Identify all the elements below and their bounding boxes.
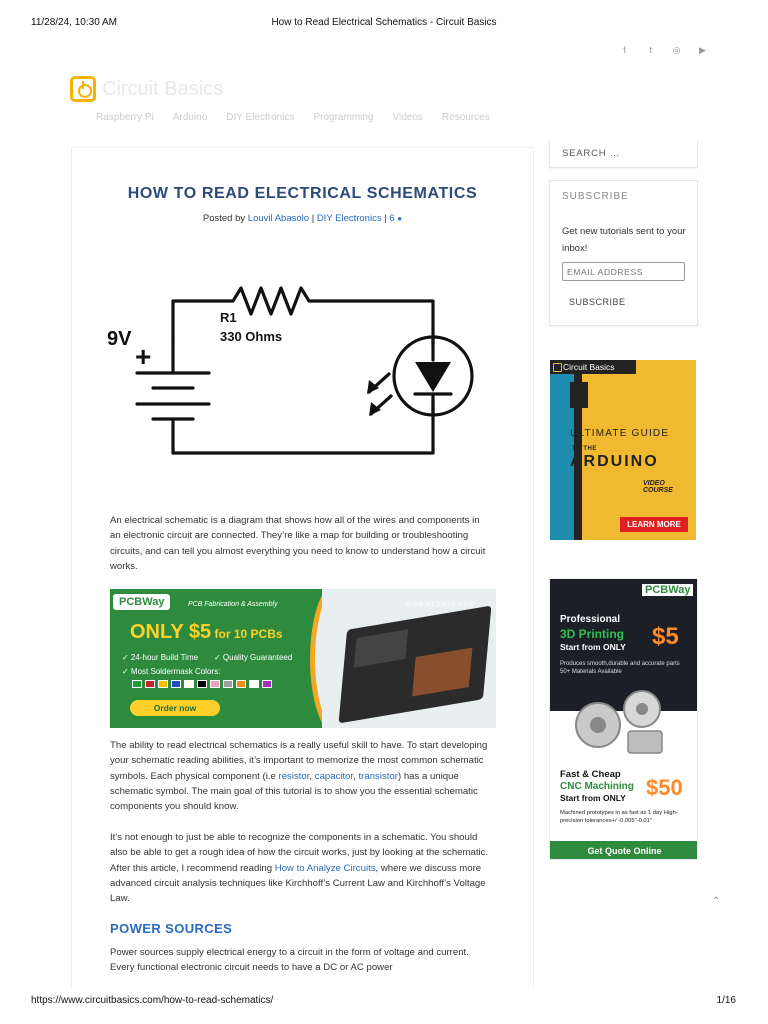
instagram-icon[interactable]: ◎	[672, 44, 681, 55]
battery-label: 9V	[107, 328, 132, 350]
site-name: Circuit Basics	[102, 77, 224, 100]
order-now-button[interactable]: Order now	[130, 700, 220, 716]
color-swatch	[249, 680, 259, 688]
nav-item-programming[interactable]: Programming	[313, 112, 374, 123]
power-chip-icon	[70, 76, 96, 102]
resistor-value: 330 Ohms	[220, 329, 283, 344]
transistor-link[interactable]: transistor	[358, 770, 398, 782]
email-field[interactable]	[562, 262, 685, 281]
subscribe-text: Get new tutorials sent to your inbox!	[562, 226, 686, 254]
paragraph-intro: An electrical schematic is a diagram that shows how all of the wires and components in an electronic circuit are connected. They’re like a map for building or troubleshooting circuits, and can tell you almost everything you need to know to understand how a circuit works.	[110, 515, 486, 572]
search-box[interactable]	[549, 141, 698, 168]
schematic-diagram	[71, 270, 534, 490]
nav-item-videos[interactable]: Videos	[392, 112, 423, 123]
pcbway-logo: PCBWay	[113, 594, 170, 610]
author-link[interactable]: Louvil Abasolo	[247, 213, 310, 224]
section-heading-power-sources: POWER SOURCES	[110, 921, 233, 936]
twitter-icon[interactable]: t	[649, 45, 652, 55]
color-swatch	[262, 680, 272, 688]
arduino-course-ad[interactable]: Circuit Basics ULTIMATE GUIDE TO THE ARDUINO VIDEO COURSE LEARN MORE	[550, 360, 696, 540]
get-quote-button[interactable]: Get Quote Online	[550, 841, 698, 860]
subscribe-widget	[549, 180, 698, 326]
facebook-icon[interactable]: f	[623, 45, 626, 55]
paragraph-analysis: It’s not enough to just be able to recognize the components in a schematic. You should also be able to get a rough idea of how the circuit works, just by looking at the schematic. After this article, I recommend reading How to Analyze Circuits, where we discuss more advanced circuit analysis techniques like Kirchhoff’s Current Law and Kirchhoff’s Voltage Law.	[110, 832, 489, 905]
light-arrowhead-1	[367, 380, 379, 394]
color-swatch	[184, 680, 194, 688]
color-swatch	[171, 680, 181, 688]
youtube-icon[interactable]: ▶	[699, 44, 706, 55]
subscribe-heading: SUBSCRIBE	[562, 191, 629, 202]
resistor-link[interactable]: resistor	[278, 770, 310, 782]
color-swatch	[197, 680, 207, 688]
post-meta: Posted by Louvil Abasolo | DIY Electronics | 6 ●	[202, 213, 403, 224]
subscribe-button[interactable]: SUBSCRIBE	[569, 297, 626, 307]
nav-item-arduino[interactable]: Arduino	[172, 112, 208, 123]
resistor-name: R1	[220, 310, 237, 325]
analyze-circuits-link[interactable]: How to Analyze Circuits	[274, 862, 376, 874]
pcbway-3d-printing-ad[interactable]: PCBWay Professional 3D Printing Start from ONLY $5 Produces smooth,durable and accurate parts 50+ Materials Available Fast & Cheap CNC Machining Start from ONLY $50 Machined prototypes in as fast as 1 day High-precision tolerances+/ -0.005"-0.01" Get Quote Online	[549, 578, 698, 860]
comment-icon[interactable]: ●	[397, 214, 403, 223]
print-url: https://www.circuitbasics.com/how-to-read-schematics/	[31, 995, 274, 1006]
page-title: HOW TO READ ELECTRICAL SCHEMATICS	[127, 185, 478, 202]
paragraph-power-sources: Power sources supply electrical energy to a circuit in the form of voltage and current. Every functional electronic circuit needs to have a DC or AC power	[110, 947, 469, 974]
color-swatch	[223, 680, 233, 688]
led-triangle	[415, 362, 451, 392]
pcbway-banner-ad[interactable]: PCBWay PCB Fabrication & Assembly www.pcbway.com ONLY $5 for 10 PCBs ✓ 24-hour Build Time ✓ Quality Guaranteed ✓ Most Soldermask Colors: Order now	[110, 589, 496, 728]
print-datetime: 11/28/24, 10:30 AM	[31, 17, 117, 28]
learn-more-button[interactable]: LEARN MORE	[620, 517, 688, 532]
category-link[interactable]: DIY Electronics	[316, 213, 382, 224]
color-swatch	[145, 680, 155, 688]
nav-item-resources[interactable]: Resources	[441, 112, 490, 123]
color-swatch	[210, 680, 220, 688]
print-page-number: 1/16	[716, 995, 736, 1006]
nav-item-diy-electronics[interactable]: DIY Electronics	[226, 112, 295, 123]
ad-brand-label: Circuit Basics	[550, 360, 636, 374]
nav-item-raspberry-pi[interactable]: Raspberry Pi	[96, 112, 154, 123]
light-arrowhead-2	[369, 402, 381, 416]
print-doc-title: How to Read Electrical Schematics - Circuit Basics	[271, 17, 497, 28]
battery-plus: +	[135, 341, 152, 372]
site-logo[interactable]	[70, 76, 223, 102]
social-links	[618, 44, 709, 56]
wire-top	[173, 288, 433, 345]
color-swatch	[158, 680, 168, 688]
comments-count[interactable]: 6	[389, 213, 395, 224]
pcbway-logo: PCBWay	[642, 584, 693, 596]
soldermask-color-swatches	[132, 680, 272, 688]
wire-bottom	[173, 400, 433, 453]
paragraph-symbols: The ability to read electrical schematics is a really useful skill to have. To start developing your schematic reading abilities, it’s important to memorize the most common schematic symbols. Each physical component (i.e resistor, capacitor, transistor) has a unique schematic symbol. The main goal of this tutorial is to show you the essential schematic components you should know.	[110, 740, 488, 813]
scroll-to-top-icon[interactable]: ⌃	[712, 896, 721, 907]
main-nav	[96, 112, 509, 123]
color-swatch	[236, 680, 246, 688]
gears-image	[570, 679, 680, 759]
color-swatch	[132, 680, 142, 688]
capacitor-link[interactable]: capacitor	[314, 770, 354, 782]
search-input[interactable]: SEARCH …	[562, 148, 621, 159]
